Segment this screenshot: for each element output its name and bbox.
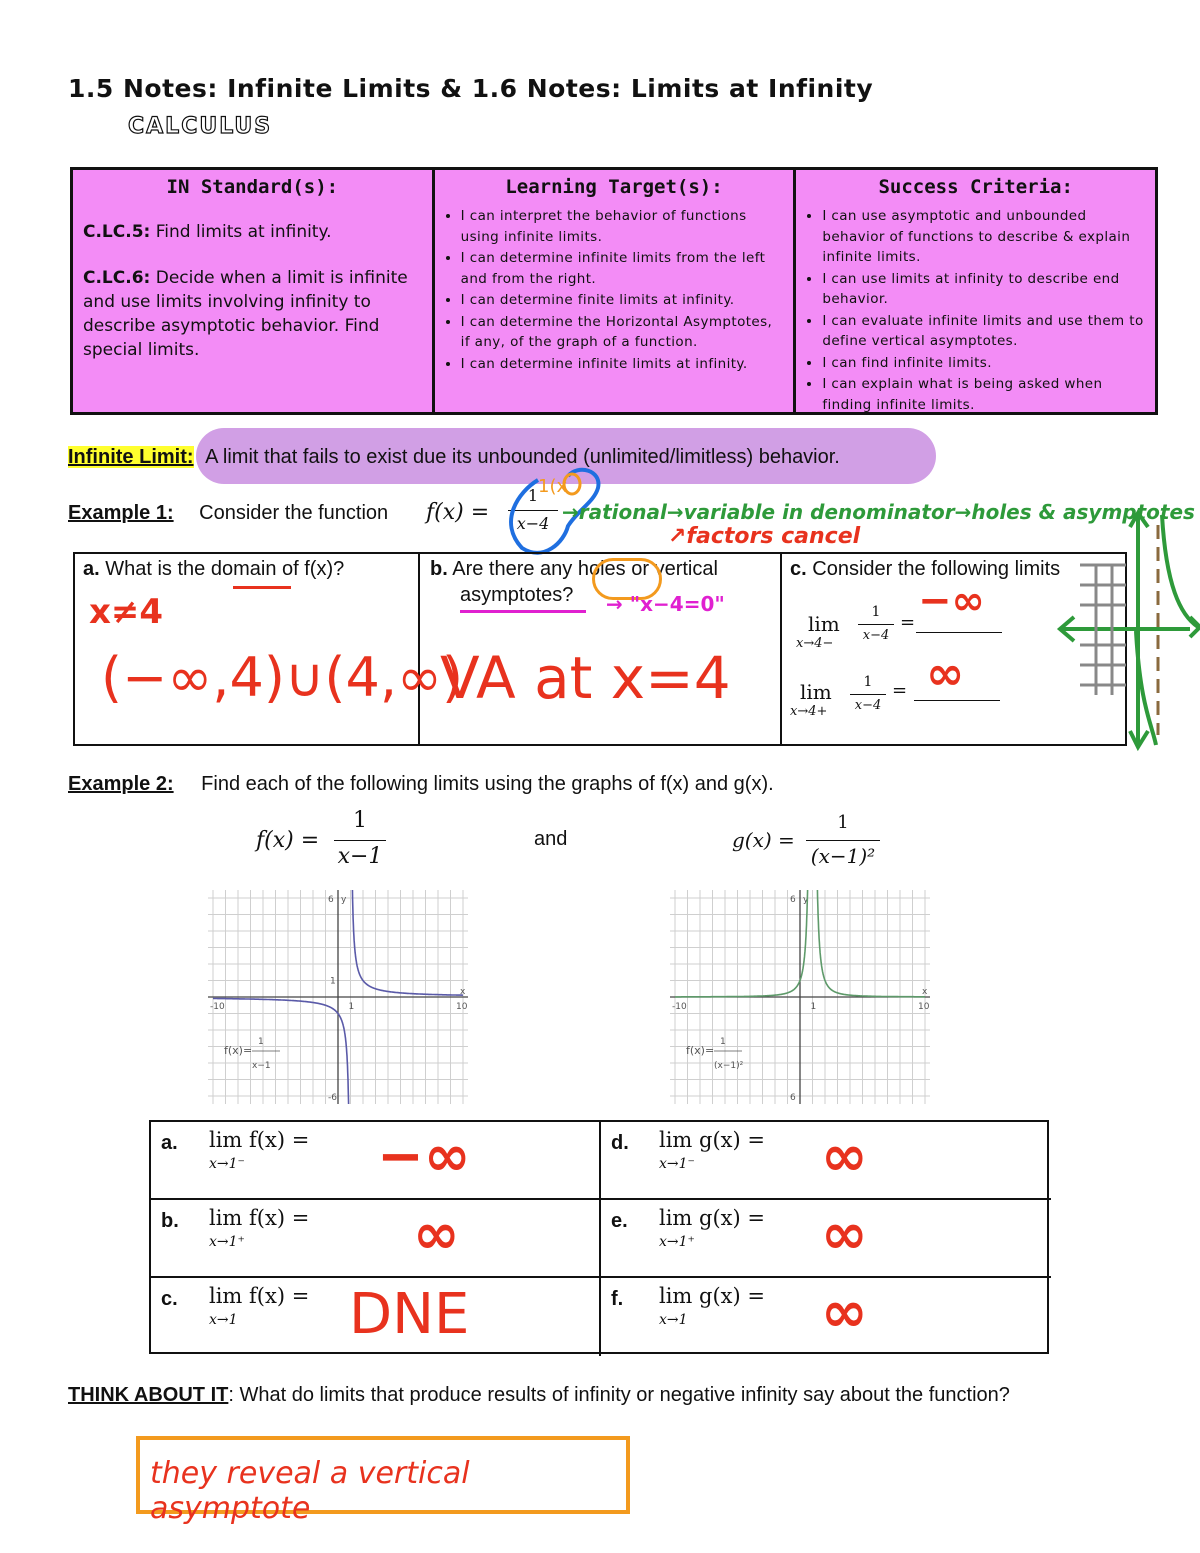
definition xyxy=(68,446,840,469)
criteria-heading: Success Criteria: xyxy=(878,176,1073,198)
answer-f: ∞ xyxy=(821,1280,868,1345)
g-denominator: (x−1)² xyxy=(810,844,876,868)
example1-denominator: x−4 xyxy=(516,514,550,533)
note-x-4: → "x−4=0" xyxy=(606,592,725,616)
tick-label: -10 xyxy=(210,1002,225,1012)
tick-label: 1 xyxy=(810,1002,817,1012)
answer-lim-left: −∞ xyxy=(918,578,985,624)
tick-label: 10 xyxy=(918,1002,930,1012)
answer-d: ∞ xyxy=(821,1124,868,1189)
page-title: 1.5 Notes: Infinite Limits & 1.6 Notes: Limits at Infinity xyxy=(68,74,874,103)
targets-heading: Learning Target(s): xyxy=(505,176,723,198)
criteria-item: • I can find infinite limits. xyxy=(822,353,1145,374)
tick-label: 1 xyxy=(348,1002,355,1012)
criteria-list xyxy=(806,206,1145,415)
curve xyxy=(351,890,463,995)
definition-text: A limit that fails to exist due its unbounded (unlimited/limitless) behavior. xyxy=(205,446,840,468)
graph-g xyxy=(670,890,930,1104)
criteria-item: • I can explain what is being asked when finding infinite limits. xyxy=(822,374,1145,415)
and-text: and xyxy=(534,828,568,850)
legend-num: 1 xyxy=(258,1037,264,1047)
part-c-cell: c. Consider the following limits lim x→4− 1 x−4 = −∞ lim x→4+ 1 x−4 = ∞ xyxy=(790,558,1061,719)
tick-label: 1 xyxy=(330,976,336,987)
row-f: f. lim g(x) = x→1 ∞ xyxy=(611,1280,868,1345)
criteria-item: • I can evaluate infinite limits and use them to define vertical asymptotes. xyxy=(822,311,1145,352)
example1-heading: Example 1: Consider the function xyxy=(68,502,389,524)
success-criteria-column xyxy=(796,170,1155,412)
think-about-it: THINK ABOUT IT: What do limits that produce results of infinity or negative infinity say about the function? xyxy=(68,1384,1010,1406)
answer-lim-right: ∞ xyxy=(926,646,965,700)
sketch-asymptote-graph xyxy=(1040,505,1200,755)
answer-e: ∞ xyxy=(821,1202,868,1267)
f-label: f(x) = xyxy=(256,828,320,853)
standard-item: C.LC.5: Find limits at infinity. xyxy=(83,222,332,242)
axis-label: y xyxy=(341,895,347,905)
row-d: d. lim g(x) = x→1⁻ ∞ xyxy=(601,1122,1051,1200)
standard-item: C.LC.6: Decide when a limit is infinite and use limits involving infinity to describe asymptotic behavior. Find special limits. xyxy=(83,268,408,360)
tick-label: -10 xyxy=(672,1002,687,1012)
standards-heading: IN Standard(s): xyxy=(166,176,339,198)
answer-a: −∞ xyxy=(377,1124,471,1189)
definition-term: Infinite Limit: xyxy=(68,446,194,468)
example1-numerator: 1 xyxy=(527,486,539,505)
targets-list xyxy=(445,206,784,374)
tick-label: -6 xyxy=(328,1093,337,1103)
row-b: b. lim f(x) = x→1⁺ ∞ xyxy=(151,1200,601,1278)
row-e: e. lim g(x) = x→1⁺ ∞ xyxy=(601,1200,1051,1278)
row-a: a. lim f(x) = x→1⁻ −∞ xyxy=(151,1122,601,1200)
green-annotation: →rational→variable in denominator→holes & asymptotes xyxy=(562,500,1195,524)
standards-column xyxy=(73,170,435,412)
legend-label: f(x)= xyxy=(224,1044,253,1057)
tick-label: 6 xyxy=(790,1093,796,1103)
example2-heading: Example 2: Find each of the following limits using the graphs of f(x) and g(x). xyxy=(68,773,774,795)
standards-table xyxy=(70,167,1158,415)
part-a-cell: a. What is the domain of f(x)? x≠4 (−∞,4)∪(4,∞) xyxy=(75,554,420,744)
course-name: CALCULUS xyxy=(128,114,273,139)
tick-label: 6 xyxy=(328,895,334,905)
answer-c: DNE xyxy=(349,1282,470,1347)
think-answer-box xyxy=(136,1436,630,1526)
target-item: • I can determine infinite limits from the left and from the right. xyxy=(461,248,784,289)
legend-num: 1 xyxy=(720,1037,726,1047)
criteria-item: • I can use asymptotic and unbounded behavior of functions to describe & explain infinite limits. xyxy=(822,206,1145,268)
legend-den: (x−1)² xyxy=(714,1061,744,1071)
example2-table xyxy=(149,1120,1049,1354)
example1-func: f(x) = xyxy=(426,500,490,525)
axis-label: x xyxy=(922,987,928,997)
answer-va: VA at x=4 xyxy=(440,644,731,712)
target-item: • I can interpret the behavior of functions using infinite limits. xyxy=(461,206,784,247)
target-item: • I can determine the Horizontal Asymptotes, if any, of the graph of a function. xyxy=(461,312,784,353)
think-answer: they reveal a vertical asymptote xyxy=(150,1456,470,1526)
axis-label: x xyxy=(460,987,466,997)
target-item: • I can determine infinite limits at infinity. xyxy=(461,354,784,375)
f-denominator: x−1 xyxy=(337,844,383,869)
row-c: c. lim f(x) = x→1 DNE xyxy=(151,1278,601,1356)
graph-f xyxy=(208,890,468,1104)
f-numerator: 1 xyxy=(353,808,367,833)
g-label: g(x) = xyxy=(732,828,795,852)
annotation-1x: 1(x xyxy=(538,476,568,497)
part-b-cell: b. Are there any holes or vertical asymptotes? → "x−4=0" VA at x=4 xyxy=(420,554,782,744)
tick-label: 10 xyxy=(456,1002,468,1012)
legend-den: x−1 xyxy=(252,1061,271,1071)
example1-table xyxy=(73,552,1127,746)
tick-label: 6 xyxy=(790,895,796,905)
criteria-item: • I can use limits at infinity to describe end behavior. xyxy=(822,269,1145,310)
target-item: • I can determine finite limits at infinity. xyxy=(461,290,784,311)
answer-domain-2: (−∞,4)∪(4,∞) xyxy=(101,646,464,709)
learning-targets-column xyxy=(435,170,797,412)
g-numerator: 1 xyxy=(837,812,849,833)
legend-label: f(x)= xyxy=(686,1044,715,1057)
answer-domain-1: x≠4 xyxy=(89,592,164,632)
answer-b: ∞ xyxy=(413,1202,460,1267)
axis-label: y xyxy=(803,895,809,905)
red-annotation: ↗factors cancel xyxy=(668,524,861,549)
